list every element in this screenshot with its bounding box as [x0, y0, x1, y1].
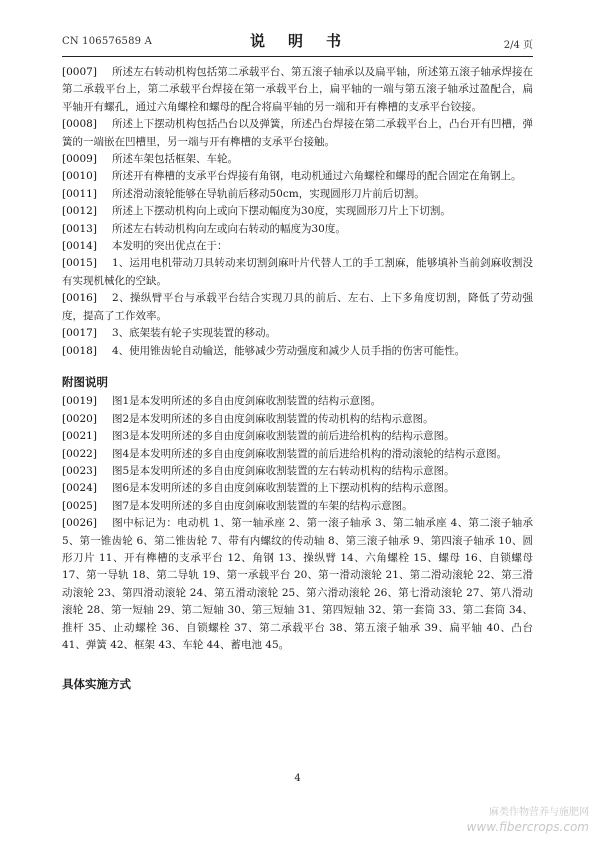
paragraph — [62, 393, 533, 410]
paragraph — [62, 203, 533, 220]
paragraph — [62, 290, 533, 325]
paragraph-text: 2、操纵臂平台与承载平台结合实现刀具的前后、左右、上下多角度切割，降低了劳动强度，提高了工作效率。 — [62, 292, 533, 322]
paragraph-number: [0023] — [62, 464, 97, 477]
paragraph-text: 图2是本发明所述的多自由度剑麻收割装置的传动机构的结构示意图。 — [112, 412, 434, 425]
publication-number: CN 106576589 A — [62, 36, 153, 47]
watermark — [467, 806, 589, 834]
paragraph-number: [0014] — [62, 240, 97, 253]
paragraph-number: [0022] — [62, 447, 97, 460]
paragraph — [62, 428, 533, 445]
paragraph-text: 图3是本发明所述的多自由度剑麻收割装置的前后进给机构的结构示意图。 — [112, 430, 455, 443]
paragraph-text: 图中标记为：电动机 1、第一轴承座 2、第一滚子轴承 3、第二轴承座 4、第二滚子轴承 5、第一锥齿轮 6、第二锥齿轮 7、带有内螺纹的传动轴 8、第三滚子轴承 9、第四滚子轴承 10、圆形刀片 11、开有榫槽的支承平台 12、角钢 13、操纵臂 14、六角螺栓 15、螺母 16、自锁螺母 17、第一导轨 18、第二导轨 19、第一承载平台 20、第一滑动滚轮 21、第二滑动滚轮 22、第三滑动滚轮 23、第四滑动滚轮 24、第五滑动滚轮 25、第六滑动滚轮 26、第七滑动滚轮 27、第八滑动滚轮 28、第一短轴 29、第二短轴 30、第三短轴 31、第四短轴 32、第一套筒 33、第二套筒 34、推杆 35、止动螺栓 36、自锁螺栓 37、第二承载平台 38、第五滚子轴承 39、扁平轴 40、凸台 41、弹簧 42、框架 43、车轮 44、蓄电池 45。 — [62, 517, 533, 651]
paragraph-number: [0017] — [62, 327, 97, 340]
paragraph-group-figures — [62, 393, 533, 654]
paragraph-text: 所述开有榫槽的支承平台焊接有角钢，电动机通过六角螺栓和螺母的配合固定在角钢上。 — [112, 170, 522, 183]
paragraph-text: 所述左右转动机构包括第二承载平台、第五滚子轴承以及扁平轴，所述第五滚子轴承焊接在第二承载平台上，第二承载平台焊接在第一承载平台上，扁平轴的一端与第五滚子轴承过盈配合，扁平轴开有螺孔，通过六角螺栓和螺母的配合将扁平轴的另一端和开有榫槽的支承平台铰接。 — [62, 66, 533, 113]
paragraph — [62, 255, 533, 290]
paragraph — [62, 343, 533, 360]
paragraph-text: 图1是本发明所述的多自由度剑麻收割装置的结构示意图。 — [112, 395, 382, 408]
section-heading-embodiment: 具体实施方式 — [62, 677, 131, 692]
paragraph-text: 3、底架装有轮子实现装置的移动。 — [112, 327, 277, 340]
page-of-total: 2/4 页 — [503, 40, 533, 51]
paragraph-number: [0009] — [62, 153, 97, 166]
watermark-site-name: 麻类作物营养与施肥网 — [489, 807, 589, 818]
paragraph — [62, 515, 533, 654]
paragraph-text: 图7是本发明所述的多自由度剑麻收割装置的车架的结构示意图。 — [112, 499, 413, 512]
paragraph-text: 所述左右转动机构向左或向右转动的幅度为30度。 — [112, 222, 346, 235]
page-number: 4 — [294, 773, 301, 784]
paragraph-number: [0015] — [62, 257, 97, 270]
paragraph — [62, 168, 533, 185]
paragraph — [62, 186, 533, 203]
paragraph-number: [0018] — [62, 344, 97, 357]
paragraph-number: [0010] — [62, 170, 97, 183]
paragraph — [62, 64, 533, 116]
paragraph-text: 图5是本发明所述的多自由度剑麻收割装置的左右转动机构的结构示意图。 — [112, 464, 455, 477]
paragraph-number: [0013] — [62, 222, 97, 235]
paragraph-text: 1、运用电机带动刀具转动来切割剑麻叶片代替人工的手工割麻，能够填补当前剑麻收割没有实现机械化的空缺。 — [62, 257, 533, 287]
paragraph — [62, 480, 533, 497]
watermark-url: www.fibercrops.com — [466, 820, 589, 834]
page-header — [62, 30, 533, 52]
paragraph-number: [0008] — [62, 118, 97, 131]
paragraph-group-description — [62, 64, 533, 360]
paragraph-number: [0019] — [62, 395, 97, 408]
paragraph-number: [0012] — [62, 205, 97, 218]
paragraph-text: 图4是本发明所述的多自由度剑麻收割装置的前后进给机构的滑动滚轮的结构示意图。 — [112, 447, 508, 460]
paragraph — [62, 116, 533, 151]
document-body — [62, 64, 533, 696]
paragraph-text: 所述车架包括框架、车轮。 — [112, 153, 238, 166]
header-rule — [62, 56, 533, 57]
paragraph — [62, 463, 533, 480]
paragraph-number: [0011] — [62, 187, 97, 200]
paragraph-text: 本发明的突出优点在于： — [112, 240, 228, 253]
paragraph-text: 所述上下摆动机构包括凸台以及弹簧，所述凸台焊接在第二承载平台上，凸台开有凹槽，弹簧的一端嵌在凹槽里，另一端与开有榫槽的支承平台接触。 — [62, 118, 533, 148]
paragraph-number: [0007] — [62, 66, 97, 78]
paragraph — [62, 411, 533, 428]
paragraph-number: [0020] — [62, 412, 97, 425]
paragraph — [62, 325, 533, 342]
paragraph-number: [0021] — [62, 430, 97, 443]
paragraph-text: 所述滑动滚轮能够在导轨前后移动50cm，实现圆形刀片前后切割。 — [112, 187, 425, 200]
paragraph-text: 4、使用锥齿轮自动输送，能够减少劳动强度和减少人员手指的伤害可能性。 — [112, 344, 466, 357]
paragraph — [62, 446, 533, 463]
paragraph-number: [0026] — [62, 517, 97, 530]
paragraph-number: [0024] — [62, 482, 97, 495]
paragraph — [62, 151, 533, 168]
document-title: 说 明 书 — [249, 32, 345, 50]
paragraph-number: [0016] — [62, 292, 97, 305]
paragraph-text: 图6是本发明所述的多自由度剑麻收割装置的上下摆动机构的结构示意图。 — [112, 482, 455, 495]
section-heading-figures: 附图说明 — [62, 374, 108, 389]
paragraph-text: 所述上下摆动机构向上或向下摆动幅度为30度，实现圆形刀片上下切割。 — [112, 205, 451, 218]
paragraph-number: [0025] — [62, 499, 97, 512]
paragraph — [62, 238, 533, 255]
paragraph — [62, 221, 533, 238]
paragraph — [62, 498, 533, 515]
